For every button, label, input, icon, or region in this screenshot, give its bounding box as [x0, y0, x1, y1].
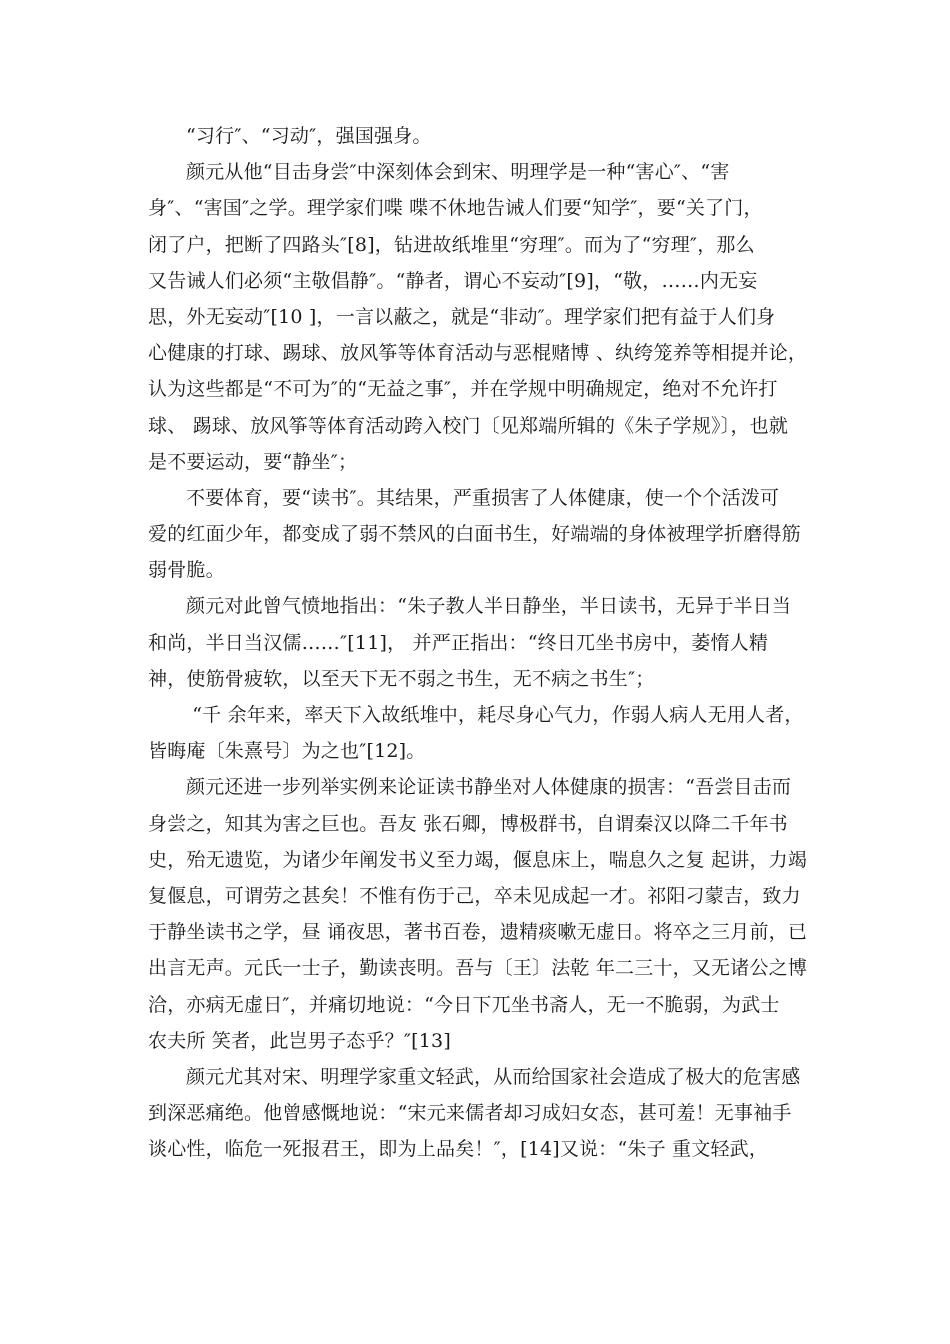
text-line: 是不要运动，要“静坐″；	[148, 450, 358, 473]
text-line: 身尝之，知其为害之巨也。吾友 张石卿，博极群书，自谓秦汉以降二千年书	[148, 812, 788, 835]
text-line: 又告诫人们必须“主敬倡静″。“静者，谓心不妄动″[9]，“敬，……内无妄	[148, 269, 758, 292]
text-line: 认为这些都是“不可为″的“无益之事″，并在学规中明确规定，绝对不允许打	[148, 378, 778, 401]
paragraph	[148, 480, 808, 589]
text-line: 闭了户，把断了四路头″[8]，钻进故纸堆里“穷理″。而为了“穷理″，那么	[148, 233, 755, 256]
text-line: 复偃息，可谓劳之甚矣！不惟有伤于己，卒未见成起一才。祁阳刁蒙吉，致力	[148, 884, 801, 907]
text-line: 颜元从他“目击身尝″中深刻体会到宋、明理学是一种“害心″、“害	[186, 161, 730, 184]
text-line: 神，使筋骨疲软，以至天下无不弱之书生，无不病之书生″；	[148, 667, 655, 690]
text-line: 身″、“害国″之学。理学家们喋 喋不休地告诫人们要“知学″，要“关了门，	[148, 197, 763, 220]
text-line: 心健康的打球、踢球、放风筝等体育活动与恶棍赌博 、纨绔笼养等相提并论，	[148, 342, 808, 365]
document-body	[148, 118, 808, 1167]
text-line: 颜元尤其对宋、明理学家重文轻武，从而给国家社会造成了极大的危害感	[186, 1065, 801, 1088]
text-line: 颜元对此曾气愤地指出：“朱子教人半日静坐，半日读书，无异于半日当	[186, 595, 792, 618]
text-line: 农夫所 笑者，此岂男子态乎？″[13]	[148, 1029, 451, 1052]
text-line: 谈心性，临危一死报君王，即为上品矣！″，[14]又说：“朱子 重文轻武，	[148, 1138, 769, 1161]
paragraph	[148, 769, 808, 1059]
paragraph	[148, 118, 808, 154]
text-line: 洽，亦病无虚日″，并痛切地说：“今日下兀坐书斋人，无一不脆弱，为武士	[148, 993, 780, 1016]
text-line: 思，外无妄动″[10 ]，一言以蔽之，就是“非动″。理学家们把有益于人们身	[148, 305, 776, 328]
text-line: “习行″、“习动″，强国强身。	[186, 125, 432, 147]
text-line: 和尚，半日当汉儒……″[11]， 并严正指出：“终日兀坐书房中，萎惰人精	[148, 631, 769, 654]
text-line: 球、 踢球、放风筝等体育活动跨入校门〔见郑端所辑的《朱子学规》〕，也就	[148, 414, 789, 437]
text-line: 弱骨脆。	[148, 559, 225, 582]
text-line: 出言无声。元氏一士子，勤读丧明。吾与〔王〕法乾 年二三十，又无诸公之博	[148, 957, 808, 980]
paragraph	[148, 154, 808, 480]
text-line: 皆晦庵〔朱熹号〕为之也″[12]。	[148, 740, 426, 763]
text-line: “千 余年来，率天下入故纸堆中，耗尽身心气力，作弱人病人无用人者，	[186, 704, 804, 726]
paragraph	[148, 1059, 808, 1168]
paragraph	[148, 697, 808, 769]
text-line: 不要体育，要“读书″。其结果，严重损害了人体健康，使一个个活泼可	[186, 486, 780, 509]
text-line: 爱的红面少年，都变成了弱不禁风的白面书生，好端端的身体被理学折磨得筋	[148, 523, 801, 546]
text-line: 史，殆无遗览，为诸少年阐发书义至力竭，偃息床上，喘息久之复 起讲，力竭	[148, 848, 808, 871]
paragraph	[148, 588, 808, 697]
text-line: 于静坐读书之学，昼 诵夜思，著书百卷，遗精痰嗽无虚日。将卒之三月前，已	[148, 921, 808, 944]
text-line: 颜元还进一步列举实例来论证读书静坐对人体健康的损害：“吾尝目击而	[186, 776, 792, 799]
text-line: 到深恶痛绝。他曾感慨地说：“宋元来儒者却习成妇女态，甚可羞！无事袖手	[148, 1102, 792, 1125]
